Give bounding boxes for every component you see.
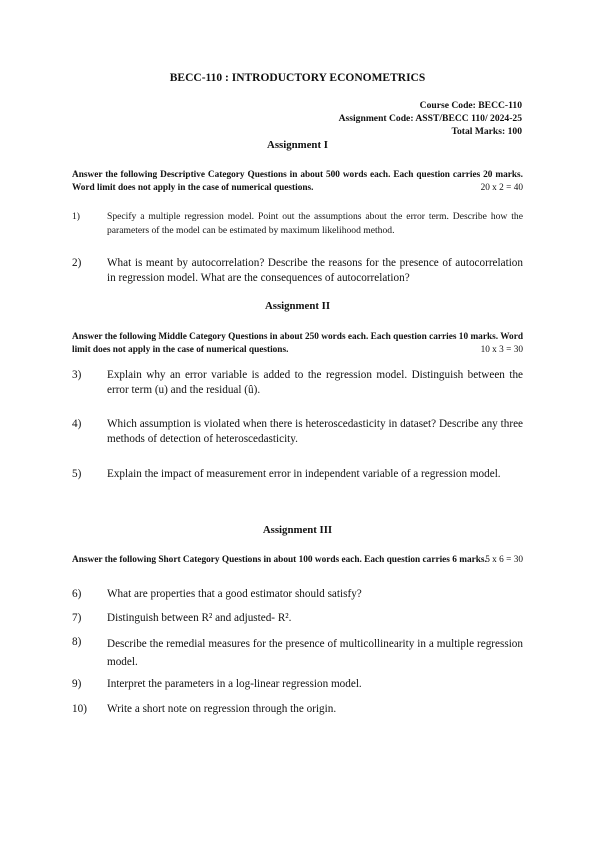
question-number: 3) [72,369,82,381]
question-text: Explain the impact of measurement error in independent variable of a regression model. [107,468,501,480]
section-instruction-3 [72,554,523,567]
question-number: 10) [72,703,87,715]
question-text: Distinguish between R² and adjusted- R². [107,612,292,624]
question-number: 1) [72,211,80,222]
question-text: Explain why an error variable is added to the regression model. Distinguish between the error term (u) and the residual (û). [107,369,523,396]
question-text: Which assumption is violated when there is heteroscedasticity in dataset? Describe any three methods of detection of heteroscedasticity. [107,418,523,445]
question-text: Specify a multiple regression model. Point out the assumptions about the error term. Describe how the parameters of the model can be estimated by maximum likelihood method. [107,211,523,236]
marks-allocation: 5 x 6 = 30 [485,555,523,565]
question-text: Describe the remedial measures for the presence of multicollinearity in a multiple regression model. [107,638,523,668]
total-marks: Total Marks: 100 [451,126,522,137]
marks-allocation: 20 x 2 = 40 [480,183,523,193]
course-code: Course Code: BECC-110 [419,100,522,111]
question-text: Write a short note on regression through the origin. [107,703,337,715]
instruction-text: Answer the following Short Category Questions in about 100 words each. Each question carries 6 marks. [72,555,487,565]
section-heading-2: Assignment II [264,300,331,312]
question-number: 7) [72,612,82,624]
marks-allocation: 10 x 3 = 30 [480,345,523,355]
section-instruction-2 [72,331,523,357]
instruction-text: Answer the following Descriptive Category Questions in about 500 words each. Each question carries 20 marks. Word limit does not apply in the case of numerical questions. [72,170,523,193]
question-number: 4) [72,418,82,430]
question-number: 5) [72,468,82,480]
section-heading-3: Assignment III [262,524,333,536]
section-heading-1: Assignment I [267,139,328,151]
instruction-text: Answer the following Middle Category Questions in about 250 words each. Each question carries 10 marks. Word limit does not apply in the case of numerical questions. [72,332,523,355]
question-number: 9) [72,678,82,690]
question-text: Interpret the parameters in a log-linear regression model. [107,678,362,690]
section-instruction-1 [72,169,523,195]
document-title: BECC-110 : INTRODUCTORY ECONOMETRICS [169,72,426,84]
question-text: What are properties that a good estimator should satisfy? [107,588,362,600]
question-number: 6) [72,588,82,600]
question-number: 2) [72,257,82,269]
question-number: 8) [72,636,82,648]
assignment-code: Assignment Code: ASST/BECC 110/ 2024-25 [338,113,522,124]
question-text: What is meant by autocorrelation? Describe the reasons for the presence of autocorrelation in regression model. What are the consequences of autocorrelation? [107,257,523,284]
